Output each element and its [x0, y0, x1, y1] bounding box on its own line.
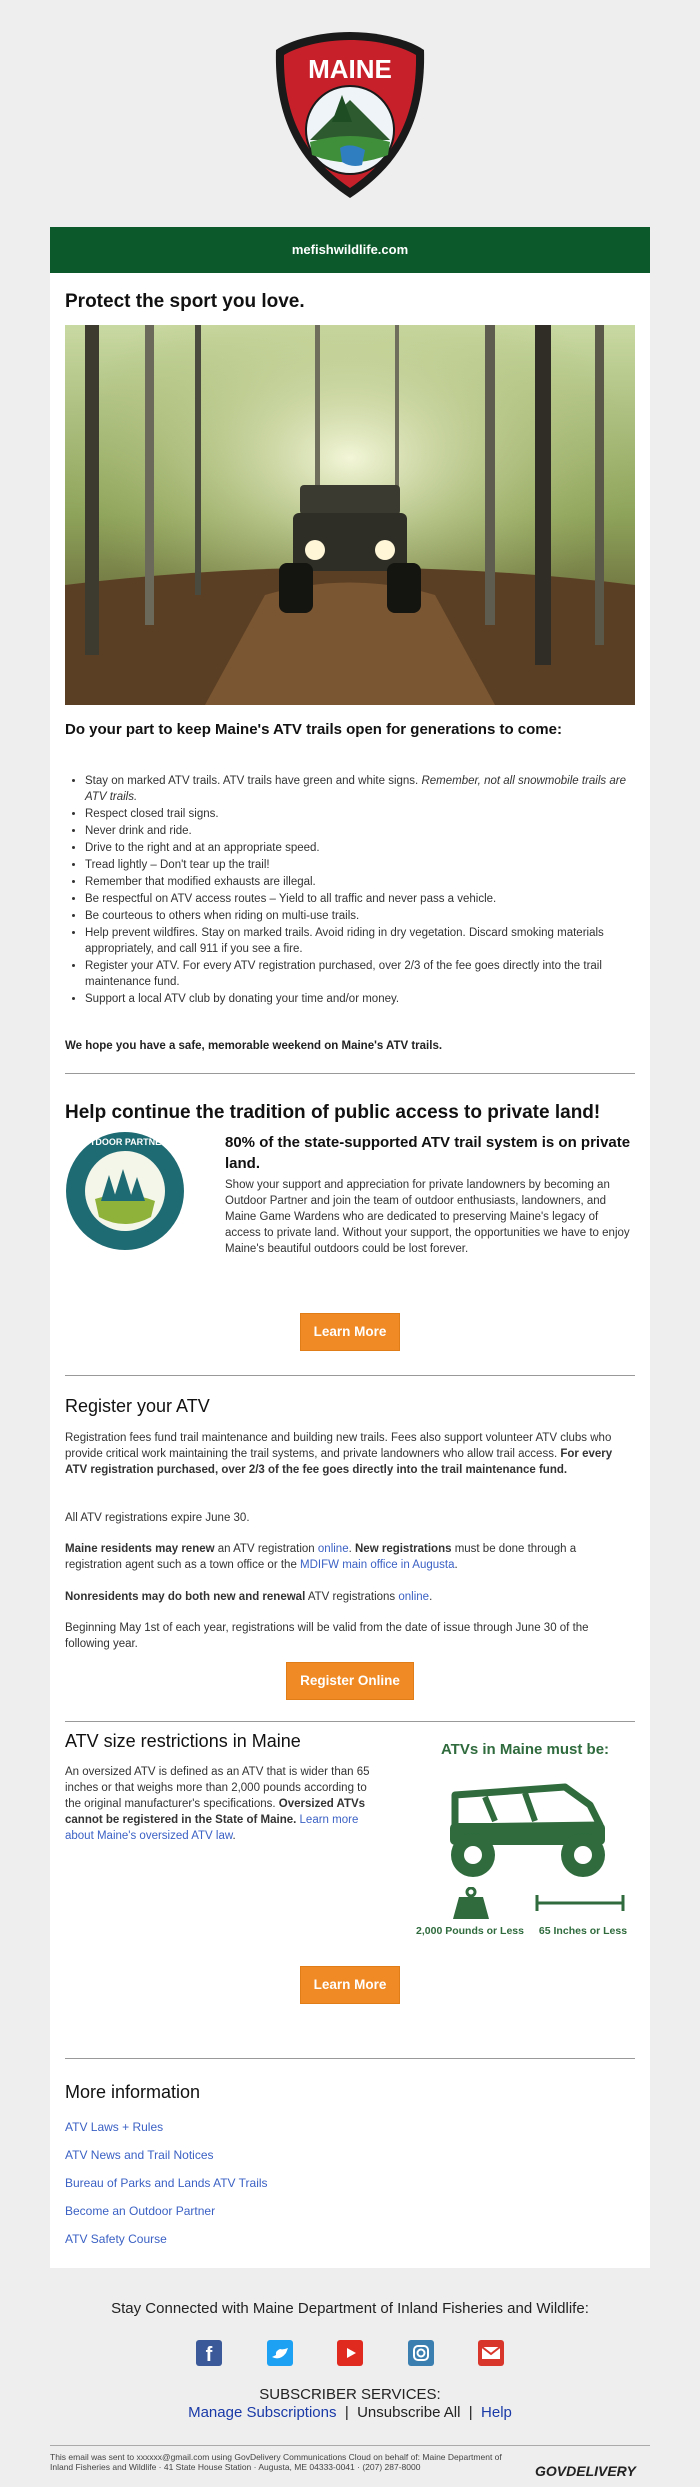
residents-bold: Maine residents may renew	[65, 1543, 215, 1555]
augusta-office-link[interactable]: MDIFW main office in Augusta	[300, 1559, 455, 1571]
trail-tip-text: Support a local ATV club by donating your time and/or money.	[85, 993, 400, 1005]
more-info-link[interactable]: ATV Laws + Rules	[65, 2120, 164, 2134]
trail-tip	[85, 823, 635, 839]
trail-tip-text: Help prevent wildfires. Stay on marked trails. Avoid riding in dry vegetation. Discard smoking materials appropriately, and call 911 if you see a fire.	[85, 927, 604, 955]
trail-tip-text: Tread lightly – Don't tear up the trail!	[85, 859, 270, 871]
separator: |	[336, 2404, 358, 2421]
footer-divider	[50, 2445, 650, 2446]
weight-icon	[451, 1887, 491, 1919]
divider	[65, 1073, 635, 1074]
register-p1-text: Registration fees fund trail maintenance and building new trails. Fees also support volunteer ATV clubs who provide critical work maintaining the trail systems, and private landowners who allow trail access.	[65, 1432, 612, 1460]
trail-tip	[85, 925, 635, 957]
trail-tip	[85, 840, 635, 856]
more-info-link[interactable]: ATV Safety Course	[65, 2232, 167, 2246]
logo-name: MAINE	[308, 54, 392, 84]
trail-tip	[85, 874, 635, 890]
intro-subtitle: Do your part to keep Maine's ATV trails open for generations to come:	[65, 721, 562, 738]
trail-tip-text: Be courteous to others when riding on multi-use trails.	[85, 910, 360, 922]
residents-text3: must be done through a registration agent such as a town office or the	[65, 1543, 577, 1571]
separator: |	[460, 2404, 482, 2421]
residents-text2: .	[348, 1543, 355, 1555]
trail-tip	[85, 891, 635, 907]
atv-size-graphic	[415, 1741, 635, 1941]
residents-online-link[interactable]: online	[317, 1543, 349, 1555]
register-nonresidents	[65, 1589, 635, 1605]
register-title: Register your ATV	[65, 1396, 210, 1416]
size-body	[65, 1764, 385, 1844]
manage-subscriptions-link[interactable]: Manage Subscriptions	[188, 2404, 337, 2421]
register-online-button[interactable]: Register Online	[286, 1662, 414, 1700]
trail-tip	[85, 806, 635, 822]
site-banner	[50, 227, 650, 273]
width-label: 65 Inches or Less	[538, 1925, 628, 1937]
register-residents	[65, 1541, 635, 1573]
partners-title: Help continue the tradition of public access to private land!	[65, 1102, 601, 1123]
register-p1-bold: For every ATV registration purchased, over 2/3 of the fee goes directly into the trail maintenance fund.	[65, 1448, 613, 1476]
register-p1	[65, 1430, 635, 1478]
size-link-end: .	[232, 1830, 236, 1842]
atv-icon	[415, 1765, 635, 1885]
trail-tip	[85, 908, 635, 924]
divider	[65, 1721, 635, 1722]
nonresidents-online-link[interactable]: online	[398, 1591, 430, 1603]
atv-forest-photo	[65, 325, 635, 705]
stay-connected: Stay Connected with Maine Department of Inland Fisheries and Wildlife:	[111, 2300, 589, 2317]
instagram-icon[interactable]	[408, 2340, 434, 2366]
nonresidents-text2: .	[429, 1591, 433, 1603]
trail-tip-text: Remember that modified exhausts are illegal.	[85, 876, 316, 888]
residents-text1: an ATV registration	[214, 1543, 318, 1555]
maine-ifw-logo	[270, 30, 430, 200]
size-bold: Oversized ATVs cannot be registered in the State of Maine.	[65, 1798, 366, 1826]
site-url[interactable]: mefishwildlife.com	[291, 242, 409, 257]
trail-tip	[85, 958, 635, 990]
trail-tip	[85, 857, 635, 873]
help-link[interactable]: Help	[481, 2404, 512, 2421]
more-title: More information	[65, 2082, 201, 2102]
intro-closing: We hope you have a safe, memorable weekend on Maine's ATV trails.	[65, 1040, 443, 1052]
oversized-law-link[interactable]: Learn more about Maine's oversized ATV law	[65, 1814, 359, 1842]
partners-headline: 80% of the state-supported ATV trail system is on private land.	[225, 1134, 631, 1172]
badge-text: OUTDOOR PARTNERS	[76, 1137, 174, 1147]
partners-learn-more-button[interactable]: Learn More	[300, 1313, 400, 1351]
more-info-link[interactable]: ATV News and Trail Notices	[65, 2148, 214, 2162]
trail-tip	[85, 773, 635, 805]
trail-tip-text: Be respectful on ATV access routes – Yield to all traffic and never pass a vehicle.	[85, 893, 497, 905]
trail-tips-list	[65, 773, 635, 1008]
residents-text4: .	[454, 1559, 458, 1571]
youtube-icon[interactable]	[337, 2340, 363, 2366]
register-validity: Beginning May 1st of each year, registrations will be valid from the date of issue through June 30 of the following year.	[65, 1622, 589, 1650]
divider	[65, 2058, 635, 2059]
subscriber-links	[0, 2404, 700, 2421]
trail-tip-text: Stay on marked ATV trails. ATV trails have green and white signs.	[85, 775, 422, 787]
intro-title: Protect the sport you love.	[65, 291, 305, 312]
twitter-icon[interactable]	[267, 2340, 293, 2366]
new-reg-bold: New registrations	[355, 1543, 452, 1555]
trail-tip-text: Never drink and ride.	[85, 825, 192, 837]
graphic-title: ATVs in Maine must be:	[440, 1741, 610, 1758]
more-info-link[interactable]: Become an Outdoor Partner	[65, 2204, 216, 2218]
size-title: ATV size restrictions in Maine	[65, 1731, 301, 1751]
unsubscribe-all-link[interactable]: Unsubscribe All	[357, 2404, 461, 2421]
govdelivery-logo: GOVDELIVERY	[535, 2463, 636, 2479]
trail-tip-note: Remember, not all snowmobile trails are ATV trails.	[85, 775, 626, 803]
email-icon[interactable]	[478, 2340, 504, 2366]
size-body-text: An oversized ATV is defined as an ATV that is wider than 65 inches or that weighs more than 2,000 pounds according to the original manufacturer's specifications.	[65, 1766, 370, 1810]
email-body	[50, 273, 650, 2268]
trail-tip	[85, 991, 635, 1007]
register-expiry: All ATV registrations expire June 30.	[65, 1512, 250, 1524]
nonresidents-text: ATV registrations	[305, 1591, 399, 1603]
width-arrow-icon	[535, 1893, 625, 1913]
footer-fine-print: This email was sent to xxxxxx@gmail.com using GovDelivery Communications Cloud on behalf of: Maine Department of Inland Fisheries and Wildlife · 41 State House Station · Augusta, ME 04333-0041 · (207) 287-8000	[50, 2452, 502, 2472]
trail-tip-text: Respect closed trail signs.	[85, 808, 219, 820]
divider	[65, 1375, 635, 1376]
more-info-links	[65, 2120, 635, 2260]
trail-tip-text: Register your ATV. For every ATV registration purchased, over 2/3 of the fee goes directly into the trail maintenance fund.	[85, 960, 602, 988]
weight-label: 2,000 Pounds or Less	[416, 1925, 524, 1937]
more-info-link[interactable]: Bureau of Parks and Lands ATV Trails	[65, 2176, 268, 2190]
outdoor-partners-badge	[65, 1131, 185, 1251]
nonresidents-bold: Nonresidents may do both new and renewal	[65, 1591, 306, 1603]
trail-tip-text: Drive to the right and at an appropriate speed.	[85, 842, 320, 854]
subscriber-services-title: SUBSCRIBER SERVICES:	[259, 2386, 441, 2403]
size-learn-more-button[interactable]: Learn More	[300, 1966, 400, 2004]
partners-body: Show your support and appreciation for private landowners by becoming an Outdoor Partner and join the team of outdoor enthusiasts, landowners, and Maine Game Wardens who are dedicated to preserving Maine's legacy of access to private land. Without your support, the opportunities we have to enjoy Maine's beautiful outdoors could be lost forever.	[225, 1179, 630, 1255]
svg-text:f: f	[205, 2344, 213, 2366]
facebook-icon[interactable]	[196, 2340, 222, 2366]
